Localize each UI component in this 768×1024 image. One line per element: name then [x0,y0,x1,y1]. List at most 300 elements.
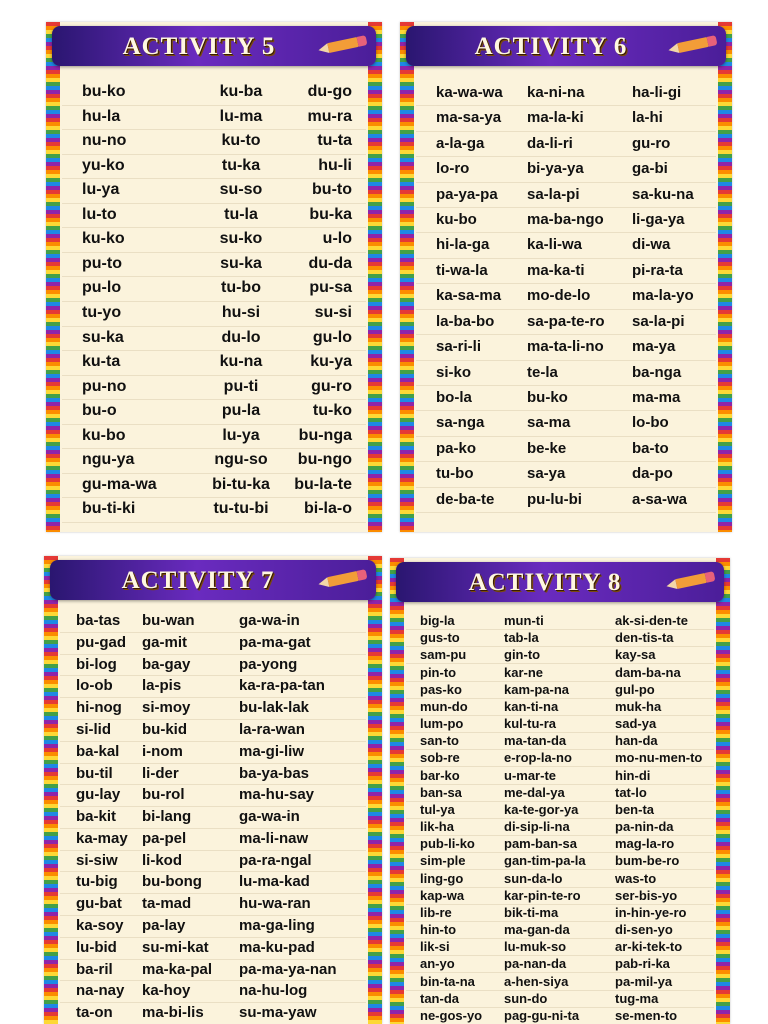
syllable-word: mag-la-ro [615,836,675,852]
syllable-word: pa-ra-ngal [239,851,312,869]
syllable-word-list [406,612,714,1024]
syllable-word: lu-to [82,205,117,223]
syllable-word: pu-no [82,377,127,395]
syllable-word: was-to [615,870,657,886]
syllable-word: pa-nan-da [504,956,567,972]
syllable-word-list [416,80,716,512]
syllable-word: da-li-ri [527,134,573,152]
syllable-word: ma-ka-pal [142,960,213,978]
syllable-word: gu-ma-wa [82,475,157,493]
syllable-word: i-nom [142,742,183,760]
word-row [406,646,714,664]
syllable-word: mu-ra [307,107,352,125]
syllable-word: ka-may [76,829,128,847]
syllable-word: si-ko [436,363,472,381]
syllable-word: li-der [142,764,179,782]
syllable-word: bi-log [76,655,117,673]
syllable-word: den-tis-ta [615,630,674,646]
syllable-word: gin-to [504,647,541,663]
word-row [62,350,366,376]
word-row [416,410,716,436]
syllable-word: kar-pin-te-ro [504,887,581,903]
syllable-word: bu-ngo [297,451,352,469]
word-row [406,955,714,973]
syllable-word: ti-wa-la [436,261,488,279]
syllable-word: bar-ko [420,767,460,783]
syllable-word: ku-bo [436,211,477,229]
syllable-word: hu-si [221,304,261,321]
syllable-word: lum-po [420,716,464,731]
word-row [416,80,716,106]
word-row [406,818,714,836]
syllable-word: de-ba-te [436,490,495,508]
syllable-word: nu-no [82,132,127,150]
syllable-word: ga-bi [632,160,668,178]
activity-8-card [390,558,730,1024]
syllable-word: pu-ti [223,377,259,395]
syllable-word: gus-to [420,630,460,646]
syllable-word: gu-ro [311,377,352,395]
word-row [60,610,366,633]
pencil-border-right [368,22,382,532]
syllable-word: su-so [219,181,263,199]
syllable-word: sam-pu [420,647,467,663]
word-row [416,131,716,157]
word-row [62,227,366,253]
syllable-word: hin-to [420,922,457,937]
syllable-word: pa-nin-da [615,819,674,834]
word-row [60,915,366,938]
syllable-word: la-ra-wan [239,720,305,738]
word-row [60,937,366,960]
word-row [416,258,716,284]
syllable-word: ka-te-gor-ya [504,801,579,817]
syllable-word: bi-tu-ka [212,475,270,493]
activity-banner [396,562,724,602]
syllable-word: la-ba-bo [436,312,495,330]
activity-banner [52,26,376,66]
syllable-word: ben-ta [615,801,654,817]
syllable-word: tu-bo [436,465,474,483]
syllable-word: a-sa-wa [632,490,688,508]
syllable-word: gu-lay [76,786,121,804]
word-row [406,887,714,905]
activity-5-card [46,22,382,532]
word-row [60,806,366,829]
syllable-word: se-men-to [615,1007,678,1023]
syllable-word: ka-wa-wa [436,84,503,101]
word-row [406,715,714,733]
word-row [416,283,716,309]
syllable-word: ka-li-wa [527,236,583,254]
word-row [62,80,366,106]
syllable-word: ku-to [221,132,261,150]
syllable-word: ling-go [420,870,464,886]
syllable-word: pa-lay [142,917,186,935]
word-row [62,399,366,425]
syllable-word: pa-ma-ya-nan [239,960,337,978]
syllable-word: hi-nog [76,699,122,717]
syllable-word: pu-gad [76,633,126,651]
syllable-word: li-kod [142,851,182,869]
syllable-word: bu-nga [298,426,352,444]
syllable-word: bu-kid [142,720,187,738]
word-row [62,154,366,180]
syllable-word: sa-pa-te-ro [527,312,605,330]
syllable-word: ba-to [632,439,669,457]
word-row [406,1007,714,1024]
word-row [62,203,366,229]
syllable-word: pu-lo [82,279,122,297]
pencil-border-left [400,22,414,532]
syllable-word: ta-on [76,1004,113,1022]
activity-6-card [400,22,732,532]
word-row [406,629,714,647]
syllable-word: su-ma-yaw [239,1004,317,1022]
word-row [406,732,714,750]
syllable-word: du-da [308,254,352,272]
syllable-word: sad-ya [615,716,657,731]
word-row [406,784,714,802]
word-row [60,763,366,786]
syllable-word: pin-to [420,664,457,680]
syllable-word: pab-ri-ka [615,956,670,972]
syllable-word: bi-la-o [304,500,352,518]
syllable-word: tat-lo [615,784,647,800]
syllable-word: si-moy [142,699,191,717]
syllable-word: hin-di [615,767,651,783]
syllable-word: ma-ka-ti [527,261,585,279]
syllable-word: ba-ril [76,960,113,978]
syllable-word: an-yo [420,956,455,972]
word-row [60,850,366,873]
syllable-word: ma-hu-say [239,786,315,804]
syllable-word: na-hu-log [239,982,308,1000]
syllable-word: ma-gi-liw [239,742,305,760]
activity-title: ACTIVITY 8 [468,569,622,596]
syllable-word: bi-lang [142,808,192,826]
syllable-word: kul-tu-ra [504,716,556,731]
syllable-word: di-sip-li-na [504,819,570,834]
syllable-word: kar-ne [504,664,544,680]
syllable-word: lo-ro [436,160,470,178]
pencil-border-left [390,558,404,1024]
syllable-word: su-ko [219,230,263,248]
syllable-word: ba-kit [76,808,117,826]
word-row [406,852,714,870]
syllable-word: a-la-ga [436,134,485,152]
syllable-word: ma-ku-pad [239,938,315,956]
syllable-word: pa-mil-ya [615,973,673,989]
syllable-word: hu-wa-ran [239,895,311,913]
word-row [406,990,714,1008]
syllable-word: tu-tu-bi [213,500,269,518]
activity-title: ACTIVITY 7 [121,567,275,594]
syllable-word: pi-ra-ta [632,261,683,279]
syllable-word: tu-ta [317,132,352,150]
syllable-word: ku-na [219,353,263,371]
syllable-word: mun-ti [504,613,544,628]
activity-banner [406,26,726,66]
syllable-word: sa-ku-na [632,185,694,203]
syllable-word: ka-soy [76,917,124,935]
syllable-word: lu-muk-so [504,939,567,955]
syllable-word: gu-lo [312,328,352,346]
syllable-word: bu-bong [142,873,202,891]
syllable-word: ka-sa-ma [436,287,502,305]
syllable-word: si-lid [76,720,112,738]
syllable-word: li-ga-ya [632,211,685,229]
syllable-word: u-lo [322,230,352,248]
word-row [406,938,714,956]
syllable-word: bi-ya-ya [527,160,584,178]
word-row [60,675,366,698]
syllable-word: lib-re [420,904,452,920]
syllable-word: me-dal-ya [504,784,565,800]
syllable-word: hu-la [82,107,121,125]
word-row [60,959,366,982]
syllable-word: bu-ti-ki [82,500,136,518]
syllable-word: pu-sa [309,279,352,297]
word-row [60,697,366,720]
syllable-word: bu-to [312,181,352,199]
word-row [416,182,716,208]
syllable-word: la-hi [632,109,663,127]
syllable-word: hu-li [318,156,352,174]
syllable-word: tu-big [76,873,118,891]
syllable-word: di-sen-yo [615,922,673,937]
syllable-word: ku-ko [82,230,125,248]
syllable-word: pu-lu-bi [527,490,582,508]
syllable-word: bu-rol [142,786,185,804]
syllable-word: ma-la-yo [632,287,694,305]
syllable-word: la-pis [142,677,182,695]
syllable-word: dam-ba-na [615,664,681,680]
syllable-word: ma-gan-da [504,922,570,937]
syllable-word: gu-ro [632,134,671,152]
syllable-word: pa-yong [239,655,298,673]
syllable-word: mo-de-lo [527,287,591,305]
syllable-word: sa-nga [436,414,485,432]
word-row [62,129,366,155]
syllable-word: bu-ka [309,205,352,223]
syllable-word: su-si [314,304,352,321]
syllable-word: tu-ka [221,156,261,174]
activity-title: ACTIVITY 6 [474,33,628,60]
word-row [416,385,716,411]
syllable-word: ser-bis-yo [615,887,678,903]
syllable-word: ba-gay [142,655,191,673]
syllable-word: ma-ba-ngo [527,211,604,229]
syllable-word: pu-to [82,254,122,272]
word-row [416,436,716,462]
syllable-word: su-mi-kat [142,938,209,956]
syllable-word: lu-ya [82,181,120,199]
syllable-word: ma-sa-ya [436,109,502,127]
activity-title: ACTIVITY 5 [122,33,276,60]
syllable-word: gu-bat [76,895,122,913]
syllable-word: kap-wa [420,887,465,903]
syllable-word: ma-ya [632,338,676,356]
syllable-word: mun-do [420,698,468,714]
syllable-word: in-hin-ye-ro [615,904,687,920]
word-row [406,681,714,699]
syllable-word: gul-po [615,681,655,697]
word-row [60,980,366,1003]
syllable-word: sa-la-pi [527,185,580,203]
syllable-word: ban-sa [420,784,462,800]
syllable-word: tu-la [224,205,258,223]
syllable-word: lik-ha [420,819,454,834]
word-row [62,473,366,499]
syllable-word: tan-da [420,990,459,1006]
word-row [406,870,714,888]
syllable-word: ngu-so [214,451,268,469]
syllable-word: ga-wa-in [239,808,300,826]
syllable-word: lu-bid [76,938,117,956]
syllable-word: ar-ki-tek-to [615,939,683,955]
syllable-word: san-to [420,733,459,749]
syllable-word: ga-wa-in [239,612,300,629]
syllable-word: lu-ya [222,426,260,444]
syllable-word: pa-ko [436,439,477,457]
syllable-word: ma-li-naw [239,829,309,847]
word-row [416,334,716,360]
word-row [406,973,714,991]
syllable-word: sa-ma [527,414,571,432]
syllable-word: tu-ko [312,402,352,420]
syllable-word: sob-re [420,750,460,766]
word-row [60,871,366,894]
syllable-word: muk-ha [615,698,662,714]
pencil-border-left [46,22,60,532]
word-row [60,654,366,677]
syllable-word: pa-ma-gat [239,633,311,651]
word-row [62,105,366,131]
activity-banner [50,560,376,600]
syllable-word: ku-ba [219,83,263,100]
syllable-word: ma-tan-da [504,733,567,749]
word-row [416,360,716,386]
syllable-word: kay-sa [615,647,656,663]
syllable-word: bu-lak-lak [239,699,310,717]
syllable-word: bik-ti-ma [504,904,559,920]
syllable-word: pam-ban-sa [504,836,577,852]
syllable-word-list [62,80,366,522]
word-row [416,487,716,513]
syllable-word: ga-mit [142,633,187,651]
word-row [406,801,714,819]
syllable-word: bu-til [76,764,113,782]
syllable-word: pa-ya-pa [436,185,498,203]
word-row [406,904,714,922]
syllable-word: pub-li-ko [420,836,475,852]
syllable-word: e-rop-la-no [504,750,572,766]
syllable-word: lo-ob [76,677,113,695]
word-row [62,301,366,327]
syllable-word: ba-tas [76,612,121,629]
syllable-word: lu-ma-kad [239,873,310,891]
pencil-border-left [44,556,58,1024]
word-row [416,156,716,182]
syllable-word: sa-ya [527,465,566,483]
syllable-word: tug-ma [615,990,659,1006]
syllable-word: lik-si [420,939,450,955]
word-row [406,612,714,630]
syllable-word: yu-ko [82,156,125,174]
syllable-word: ba-ya-bas [239,764,310,782]
word-row [416,309,716,335]
word-row [62,375,366,401]
syllable-word: bin-ta-na [420,973,475,989]
syllable-word: tab-la [504,630,539,646]
word-row [62,178,366,204]
syllable-word: ha-li-gi [632,84,682,101]
syllable-word: bu-ko [527,388,568,406]
syllable-word: bu-o [82,402,117,420]
word-row [416,232,716,258]
syllable-word: sim-ple [420,853,466,869]
syllable-word: ku-ta [82,353,121,371]
syllable-word: pa-pel [142,829,187,847]
word-row [60,784,366,807]
syllable-word: bum-be-ro [615,853,680,869]
syllable-word: da-po [632,465,673,483]
syllable-word: kan-ti-na [504,698,559,714]
syllable-word: lu-ma [219,107,263,125]
syllable-word: ma-ma [632,388,681,406]
syllable-word: lo-bo [632,414,669,432]
syllable-word: na-nay [76,982,125,1000]
syllable-word: pas-ko [420,681,462,697]
syllable-word: ma-ga-ling [239,917,315,935]
word-row [60,1002,366,1024]
word-row [406,767,714,785]
syllable-word: hi-la-ga [436,236,490,254]
syllable-word: su-ka [220,254,262,272]
word-row [406,664,714,682]
syllable-word: big-la [420,613,455,628]
word-row [416,461,716,487]
syllable-word: gan-tim-pa-la [504,853,586,869]
word-row [60,719,366,742]
syllable-word: tul-ya [420,801,455,817]
syllable-word: di-wa [632,236,671,254]
syllable-word: ka-ra-pa-tan [239,677,325,695]
syllable-word: ma-ta-li-no [527,338,604,356]
syllable-word: ka-ni-na [527,84,585,101]
word-row [60,893,366,916]
activity-7-card [44,556,382,1024]
syllable-word: du-go [307,83,352,100]
syllable-word: tu-yo [82,304,122,321]
word-row [60,828,366,851]
syllable-word: ku-bo [82,426,126,444]
word-row [62,252,366,278]
syllable-word-list [60,610,366,1024]
syllable-word: ne-gos-yo [420,1007,483,1023]
syllable-word: ku-ya [310,353,352,371]
syllable-word: sun-da-lo [504,870,563,886]
syllable-word: han-da [615,733,658,749]
syllable-word: bo-la [436,388,472,406]
syllable-word: si-siw [76,851,118,869]
syllable-word: sa-la-pi [632,312,685,330]
syllable-word: bu-ko [82,83,126,100]
word-row [416,105,716,131]
syllable-word: du-lo [221,328,261,346]
word-row [406,835,714,853]
